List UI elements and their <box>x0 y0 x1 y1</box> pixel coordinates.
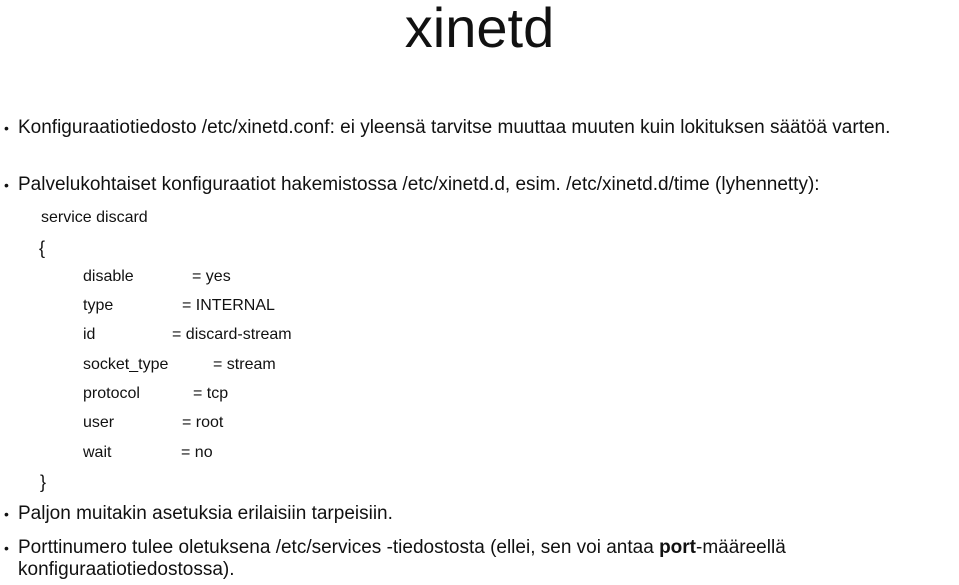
config-value: = root <box>182 414 224 431</box>
config-close-brace: } <box>40 472 47 492</box>
bullet-text-part: Porttinumero tulee oletuksena /etc/services -tiedostosta (ellei, sen voi antaa <box>18 537 660 558</box>
config-value: = INTERNAL <box>182 297 275 314</box>
bullet-text: Konfiguraatiotiedosto /etc/xinetd.conf: ei yleensä tarvitse muuttaa muuten kuin lokituksen säätöä varten. <box>18 117 891 138</box>
config-open-brace: { <box>39 238 46 258</box>
bullet-dot-icon: • <box>4 120 9 136</box>
config-header: service discard <box>41 209 148 226</box>
bullet-dot-icon: • <box>4 177 9 193</box>
config-value: = no <box>181 444 213 461</box>
config-key: protocol <box>83 385 140 402</box>
slide-title: xinetd <box>404 0 555 59</box>
bullet-dot-icon: • <box>4 506 9 522</box>
config-key: user <box>83 414 115 431</box>
config-value: = yes <box>192 268 231 285</box>
config-key: wait <box>83 444 112 461</box>
config-value: = tcp <box>193 385 229 402</box>
bullet-text-bold: port <box>659 537 696 558</box>
config-key: socket_type <box>83 356 169 373</box>
config-key: disable <box>83 268 134 285</box>
bullet-text: Paljon muitakin asetuksia erilaisiin tarpeisiin. <box>18 503 393 524</box>
config-key: id <box>83 326 96 343</box>
config-key: type <box>83 297 114 314</box>
config-value: = stream <box>213 356 276 373</box>
bullet-text-part: -määreellä konfiguraatiotiedostossa). <box>18 537 786 580</box>
bullet-text: Palvelukohtaiset konfiguraatiot hakemistossa /etc/xinetd.d, esim. /etc/xinetd.d/time (lyhennetty): <box>18 174 820 195</box>
bullet-dot-icon: • <box>4 540 9 556</box>
bullet-text <box>18 537 948 581</box>
config-value: = discard-stream <box>172 326 292 343</box>
